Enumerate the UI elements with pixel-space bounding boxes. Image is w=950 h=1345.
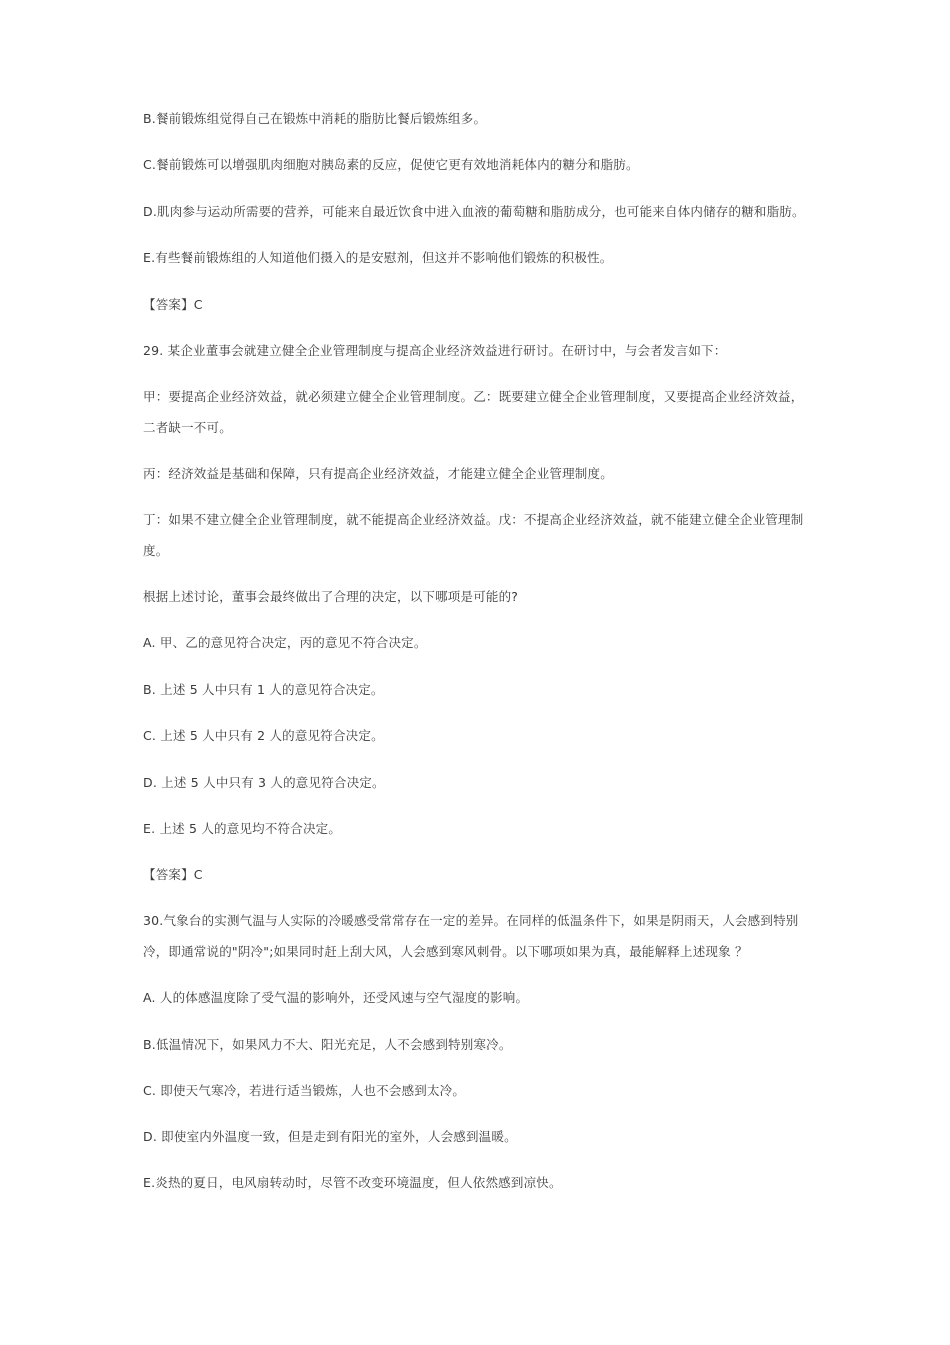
q30-option-a: A. 人的体感温度除了受气温的影响外，还受风速与空气湿度的影响。 — [143, 990, 529, 1005]
q30-stem-line1: 30.气象台的实测气温与人实际的冷暖感受常常存在一定的差异。在同样的低温条件下，如果是阴雨天，人会感到特别 — [143, 913, 799, 928]
q29-statement-jia-yi-line1: 甲：要提高企业经济效益，就必须建立健全企业管理制度。乙：既要建立健全企业管理制度，又要提高企业经济效益， — [143, 389, 804, 404]
q29-statement-bing: 丙：经济效益是基础和保障，只有提高企业经济效益，才能建立健全企业管理制度。 — [143, 466, 613, 481]
q29-option-d: D. 上述 5 人中只有 3 人的意见符合决定。 — [143, 775, 385, 790]
q29-statement-ding-wu-line2: 度。 — [143, 543, 169, 558]
q29-option-a: A. 甲、乙的意见符合决定，丙的意见不符合决定。 — [143, 635, 427, 650]
q29-question: 根据上述讨论，董事会最终做出了合理的决定，以下哪项是可能的? — [143, 589, 519, 604]
q28-option-d: D.肌肉参与运动所需要的营养，可能来自最近饮食中进入血液的葡萄糖和脂肪成分，也可能来自体内储存的糖和脂肪。 — [143, 204, 805, 219]
q29-stem: 29. 某企业董事会就建立健全企业管理制度与提高企业经济效益进行研讨。在研讨中，与会者发言如下： — [143, 343, 727, 358]
q28-option-e: E.有些餐前锻炼组的人知道他们摄入的是安慰剂，但这并不影响他们锻炼的积极性。 — [143, 250, 613, 265]
q30-option-e: E.炎热的夏日，电风扇转动时，尽管不改变环境温度，但人依然感到凉快。 — [143, 1175, 562, 1190]
q28-answer: 【答案】C — [143, 297, 203, 312]
q30-option-b: B.低温情况下，如果风力不大、阳光充足，人不会感到特别寒冷。 — [143, 1037, 512, 1052]
q30-option-c: C. 即使天气寒冷，若进行适当锻炼，人也不会感到太冷。 — [143, 1083, 466, 1098]
q29-option-e: E. 上述 5 人的意见均不符合决定。 — [143, 821, 342, 836]
q28-option-b: B.餐前锻炼组觉得自己在锻炼中消耗的脂肪比餐后锻炼组多。 — [143, 111, 487, 126]
q29-answer: 【答案】C — [143, 867, 203, 882]
q30-option-d: D. 即使室内外温度一致，但是走到有阳光的室外，人会感到温暖。 — [143, 1129, 517, 1144]
q29-option-b: B. 上述 5 人中只有 1 人的意见符合决定。 — [143, 682, 384, 697]
q29-statement-jia-yi-line2: 二者缺一不可。 — [143, 420, 232, 435]
q29-statement-ding-wu-line1: 丁：如果不建立健全企业管理制度，就不能提高企业经济效益。戊：不提高企业经济效益，就不能建立健全企业管理制 — [143, 512, 804, 527]
q29-option-c: C. 上述 5 人中只有 2 人的意见符合决定。 — [143, 728, 384, 743]
q28-option-c: C.餐前锻炼可以增强肌肉细胞对胰岛素的反应，促使它更有效地消耗体内的糖分和脂肪。 — [143, 157, 639, 172]
q30-stem-line2: 冷，即通常说的"阴冷";如果同时赶上刮大风，人会感到寒风刺骨。以下哪项如果为真，最能解释上述现象 ？ — [143, 944, 748, 959]
